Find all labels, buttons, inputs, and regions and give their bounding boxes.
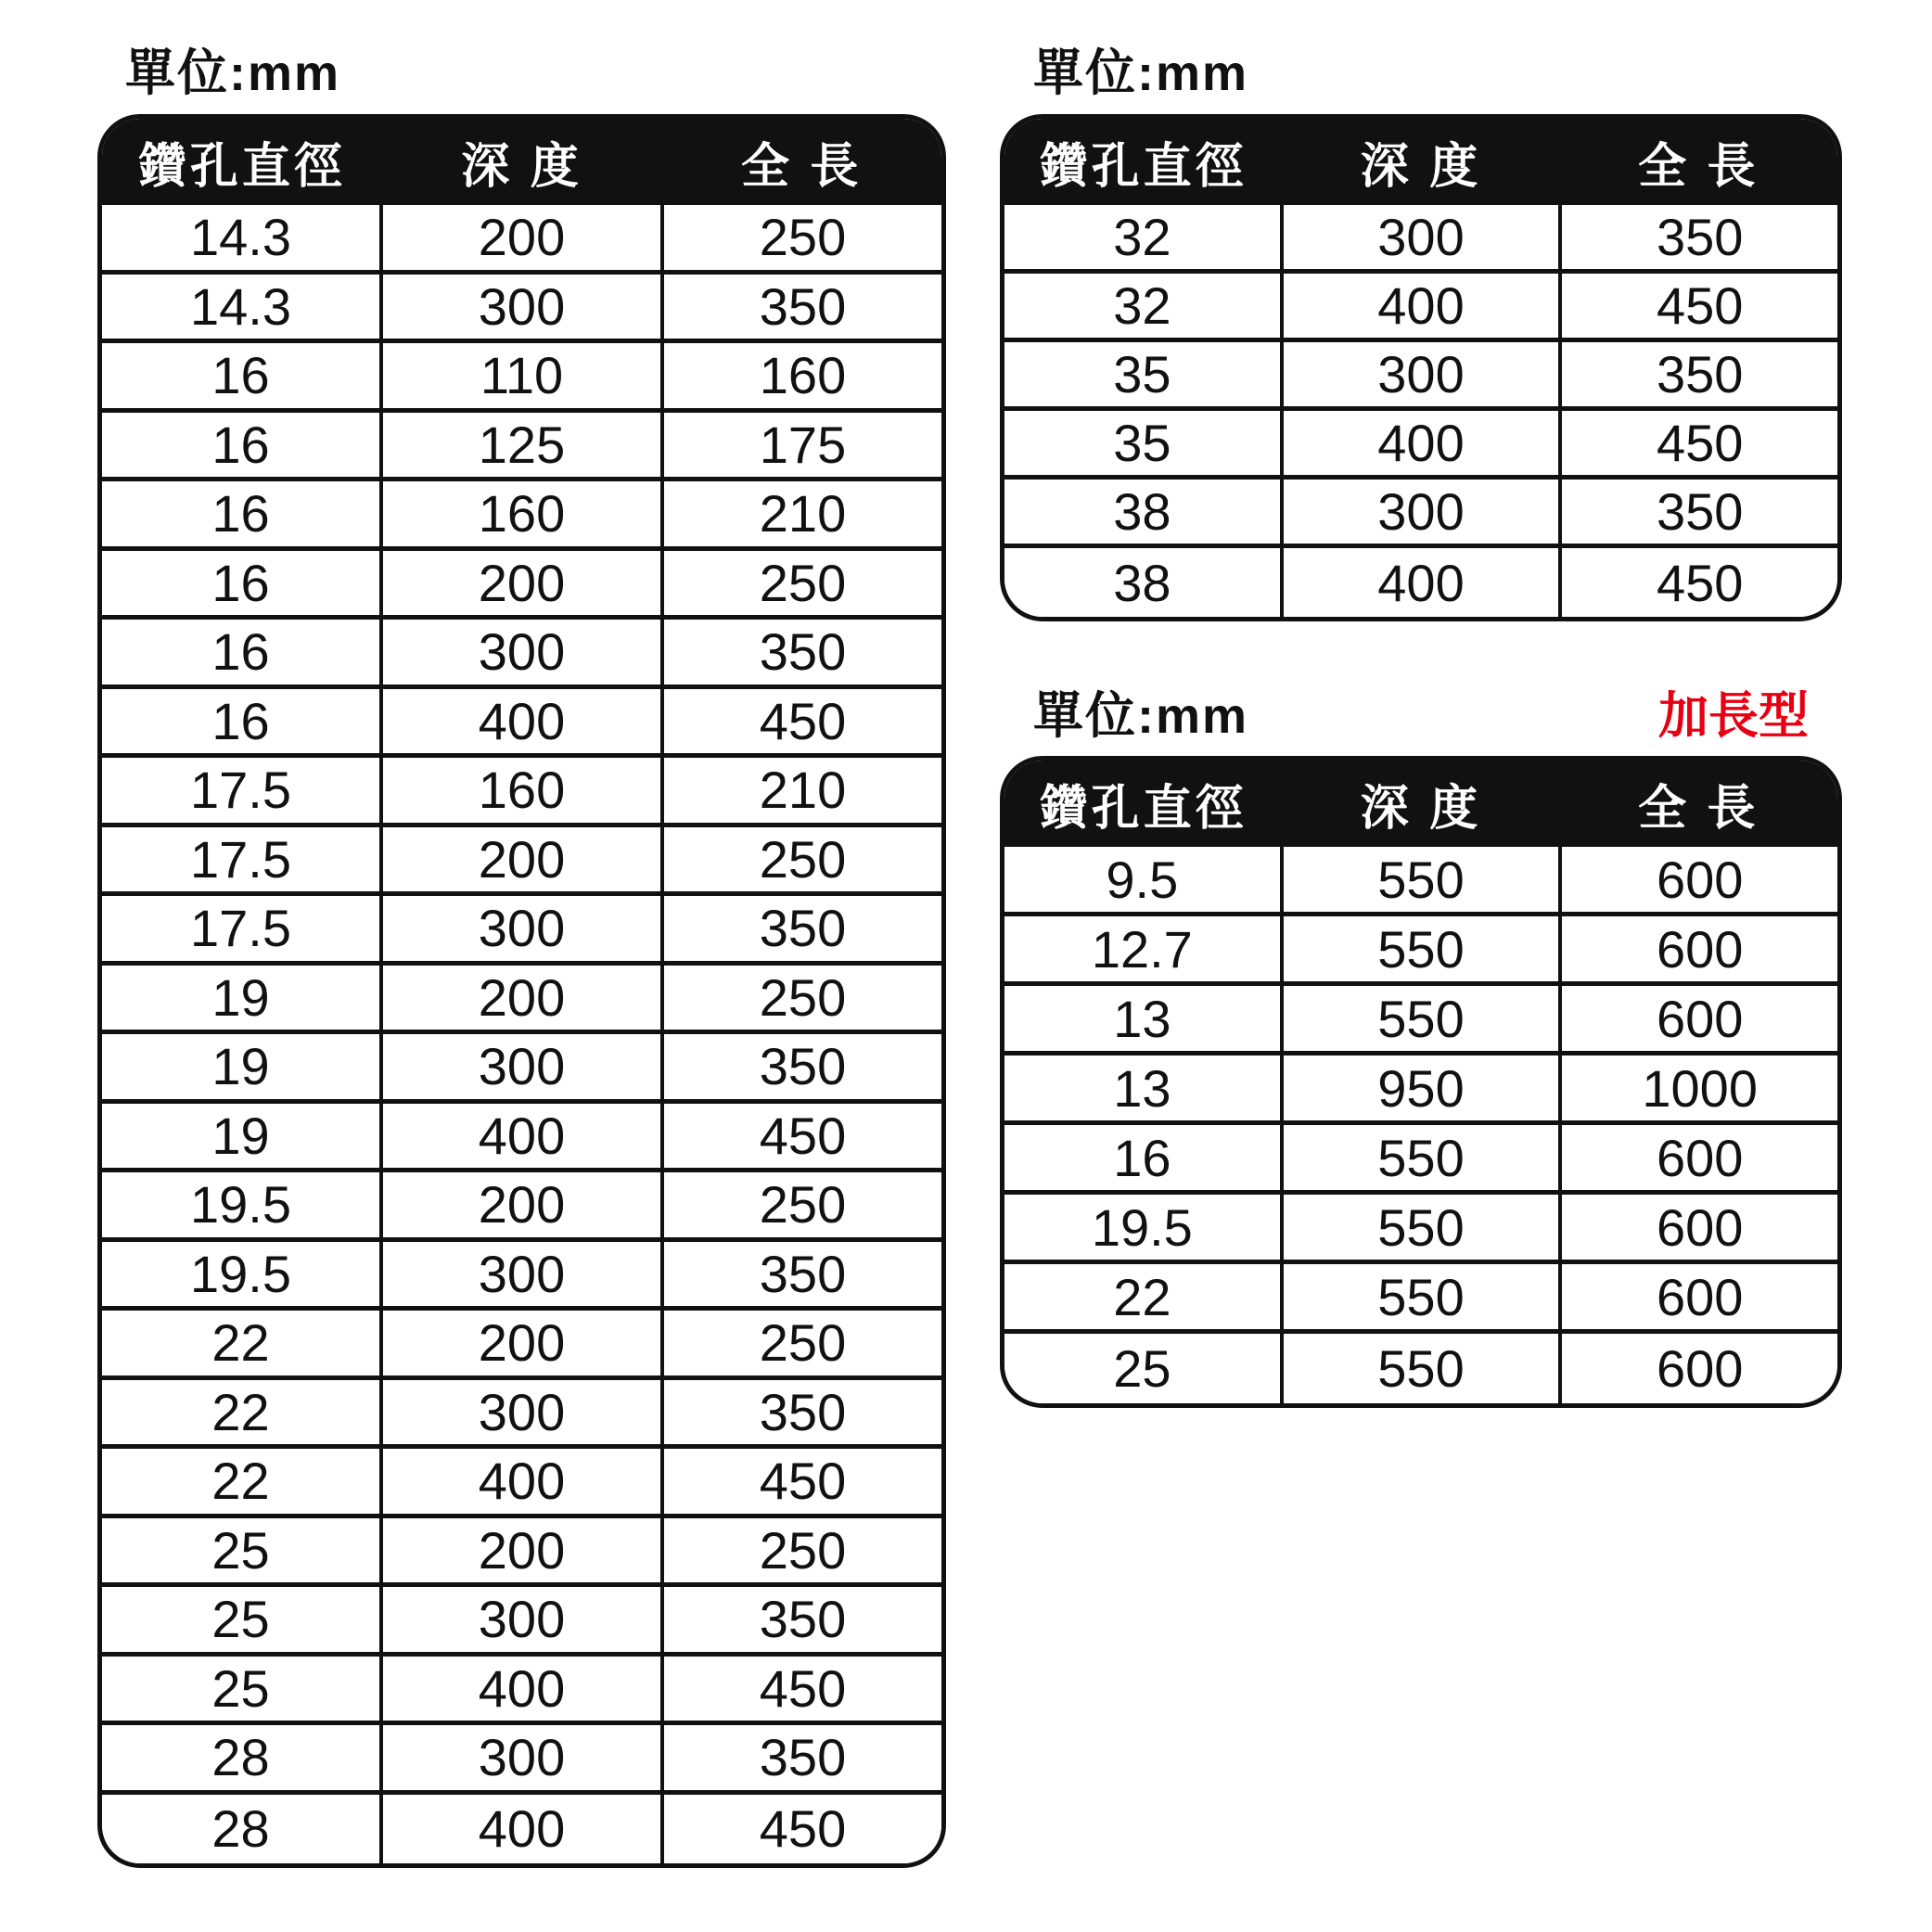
table-cell: 550 xyxy=(1280,916,1559,981)
table-cell: 250 xyxy=(660,827,941,892)
table-cell: 550 xyxy=(1280,847,1559,912)
table-cell: 19.5 xyxy=(1091,1197,1193,1257)
table-cell: 200 xyxy=(379,1518,660,1583)
table-cell: 25 xyxy=(211,1590,270,1649)
table-cell: 400 xyxy=(379,689,660,754)
table-row xyxy=(102,1311,941,1380)
table-row xyxy=(102,827,941,897)
table-cell: 35 xyxy=(1113,414,1171,472)
table-cell: 175 xyxy=(660,413,941,478)
table-row xyxy=(1004,274,1837,342)
table-cell: 350 xyxy=(660,620,941,685)
extended-type-label: 加長型 xyxy=(1658,688,1809,744)
table-cell: 25 xyxy=(1113,1339,1171,1398)
table-cell: 300 xyxy=(379,1242,660,1307)
table-row xyxy=(102,1657,941,1726)
table-row xyxy=(1004,411,1837,480)
table-row xyxy=(102,1587,941,1657)
table-cell: 16 xyxy=(211,484,270,544)
table-cell: 9.5 xyxy=(1106,850,1179,909)
table-cell: 160 xyxy=(379,758,660,823)
table-cell: 19 xyxy=(211,1106,270,1165)
drill-spec-table-standard-left xyxy=(97,114,946,1868)
unit-label: 單位:mm xyxy=(1033,45,1249,101)
header-cell-diameter: 鑽孔直徑 xyxy=(1039,140,1247,194)
table-body xyxy=(1004,205,1837,617)
header-cell-diameter: 鑽孔直徑 xyxy=(137,140,346,194)
table-row xyxy=(102,275,941,344)
table-cell: 300 xyxy=(379,1587,660,1652)
table-cell: 300 xyxy=(1280,342,1559,406)
table-row xyxy=(1004,1195,1837,1264)
table-cell: 400 xyxy=(379,1449,660,1514)
table-row xyxy=(102,1795,941,1864)
table-row xyxy=(1004,548,1837,617)
table-cell: 28 xyxy=(211,1799,270,1859)
table-cell: 300 xyxy=(379,1034,660,1099)
drill-spec-table-extended xyxy=(1000,756,1842,1408)
header-cell-overall-length: 全 長 xyxy=(740,140,863,194)
table-body xyxy=(1004,847,1837,1403)
table-cell: 450 xyxy=(660,1449,941,1514)
table-cell: 550 xyxy=(1280,1334,1559,1403)
table-cell: 550 xyxy=(1280,1195,1559,1260)
table-cell: 250 xyxy=(660,551,941,616)
table-cell: 22 xyxy=(1113,1267,1171,1326)
table-cell: 350 xyxy=(1558,205,1837,269)
table-row xyxy=(102,1725,941,1795)
table-cell: 350 xyxy=(1558,480,1837,544)
drill-spec-table-standard-right xyxy=(1000,114,1842,621)
table-cell: 200 xyxy=(379,1172,660,1237)
table-cell: 200 xyxy=(379,551,660,616)
table-cell: 600 xyxy=(1558,1264,1837,1329)
table-cell: 14.3 xyxy=(190,276,291,336)
table-cell: 160 xyxy=(379,481,660,546)
table-row xyxy=(1004,986,1837,1056)
table-cell: 32 xyxy=(1113,208,1171,266)
table-cell: 300 xyxy=(379,275,660,339)
table-row xyxy=(102,1449,941,1518)
table-cell: 19 xyxy=(211,1037,270,1096)
table-cell: 17.5 xyxy=(190,761,291,820)
table-cell: 200 xyxy=(379,205,660,270)
table-row xyxy=(102,620,941,689)
table-row xyxy=(1004,205,1837,274)
table-cell: 17.5 xyxy=(190,829,291,889)
header-cell-depth: 深 度 xyxy=(1360,140,1482,194)
table-cell: 300 xyxy=(1280,480,1559,544)
table-cell: 400 xyxy=(379,1795,660,1864)
table-cell: 450 xyxy=(1558,411,1837,475)
table-cell: 200 xyxy=(379,1311,660,1375)
table-cell: 19 xyxy=(211,967,270,1027)
table-cell: 16 xyxy=(1113,1128,1171,1187)
table-cell: 400 xyxy=(379,1657,660,1721)
table-cell: 400 xyxy=(379,1104,660,1169)
table-cell: 300 xyxy=(379,1380,660,1445)
table-cell: 600 xyxy=(1558,1125,1837,1190)
table-cell: 600 xyxy=(1558,1195,1837,1260)
table-cell: 300 xyxy=(379,1725,660,1790)
table-cell: 550 xyxy=(1280,1264,1559,1329)
table-cell: 35 xyxy=(1113,345,1171,403)
table-cell: 160 xyxy=(660,343,941,408)
table-row xyxy=(1004,1056,1837,1125)
table-cell: 210 xyxy=(660,481,941,546)
table-row xyxy=(1004,847,1837,916)
table-cell: 16 xyxy=(211,691,270,750)
table-cell: 16 xyxy=(211,415,270,474)
table-body xyxy=(102,205,941,1863)
table-row xyxy=(102,689,941,759)
table-cell: 350 xyxy=(660,1725,941,1790)
table-cell: 125 xyxy=(379,413,660,478)
header-cell-depth: 深 度 xyxy=(1360,782,1482,836)
table-row xyxy=(102,1172,941,1242)
table-cell: 32 xyxy=(1113,276,1171,335)
table-cell: 22 xyxy=(211,1452,270,1511)
table-cell: 16 xyxy=(211,622,270,682)
table-cell: 250 xyxy=(660,1311,941,1375)
table-cell: 19.5 xyxy=(190,1175,291,1235)
header-cell-depth: 深 度 xyxy=(461,140,582,194)
table-cell: 300 xyxy=(1280,205,1559,269)
table-cell: 13 xyxy=(1113,1058,1171,1118)
table-cell: 16 xyxy=(211,553,270,612)
header-cell-overall-length: 全 長 xyxy=(1638,140,1759,194)
table-cell: 350 xyxy=(660,896,941,961)
table-cell: 350 xyxy=(660,1242,941,1307)
table-cell: 450 xyxy=(1558,274,1837,338)
table-row xyxy=(1004,916,1837,986)
table-cell: 38 xyxy=(1113,482,1171,541)
table-cell: 300 xyxy=(379,896,660,961)
unit-label: 單位:mm xyxy=(1033,688,1249,744)
table-cell: 350 xyxy=(660,1380,941,1445)
table-cell: 250 xyxy=(660,1172,941,1237)
table-cell: 250 xyxy=(660,966,941,1030)
table-row xyxy=(102,896,941,966)
table-cell: 210 xyxy=(660,758,941,823)
table-cell: 12.7 xyxy=(1091,919,1193,979)
table-row xyxy=(1004,1125,1837,1195)
table-cell: 110 xyxy=(379,343,660,408)
table-row xyxy=(1004,480,1837,548)
table-cell: 17.5 xyxy=(190,899,291,958)
table-cell: 600 xyxy=(1558,847,1837,912)
table-cell: 14.3 xyxy=(190,208,291,267)
table-cell: 550 xyxy=(1280,1125,1559,1190)
table-row xyxy=(1004,1264,1837,1334)
table-cell: 22 xyxy=(211,1313,270,1373)
table-cell: 450 xyxy=(660,1104,941,1169)
table-row xyxy=(102,205,941,275)
table-cell: 300 xyxy=(379,620,660,685)
table-cell: 350 xyxy=(660,275,941,339)
table-cell: 600 xyxy=(1558,986,1837,1051)
table-cell: 13 xyxy=(1113,989,1171,1048)
unit-label: 單位:mm xyxy=(125,45,341,101)
table-cell: 200 xyxy=(379,827,660,892)
table-cell: 400 xyxy=(1280,548,1559,617)
table-cell: 25 xyxy=(211,1520,270,1580)
table-cell: 400 xyxy=(1280,274,1559,338)
table-header-row xyxy=(102,119,941,205)
table-cell: 19.5 xyxy=(190,1244,291,1303)
table-cell: 950 xyxy=(1280,1056,1559,1120)
table-cell: 450 xyxy=(660,689,941,754)
table-cell: 25 xyxy=(211,1658,270,1718)
table-header-row xyxy=(1004,119,1837,205)
table-header-row xyxy=(1004,761,1837,847)
table-row xyxy=(102,551,941,621)
table-row xyxy=(1004,342,1837,411)
header-cell-diameter: 鑽孔直徑 xyxy=(1039,782,1247,836)
table-cell: 450 xyxy=(660,1795,941,1864)
table-cell: 22 xyxy=(211,1382,270,1441)
table-row xyxy=(1004,1334,1837,1403)
table-row xyxy=(102,1104,941,1173)
table-row xyxy=(102,758,941,827)
table-cell: 550 xyxy=(1280,986,1559,1051)
table-row xyxy=(102,1242,941,1311)
header-cell-overall-length: 全 長 xyxy=(1638,782,1759,836)
table-cell: 250 xyxy=(660,1518,941,1583)
table-cell: 16 xyxy=(211,346,270,405)
table-cell: 200 xyxy=(379,966,660,1030)
table-row xyxy=(102,1518,941,1588)
table-cell: 450 xyxy=(1558,548,1837,617)
table-row xyxy=(102,1034,941,1104)
table-cell: 28 xyxy=(211,1728,270,1787)
table-row xyxy=(102,481,941,551)
table-cell: 400 xyxy=(1280,411,1559,475)
table-row xyxy=(102,343,941,413)
table-cell: 250 xyxy=(660,205,941,270)
table-cell: 350 xyxy=(660,1587,941,1652)
table-cell: 350 xyxy=(660,1034,941,1099)
table-row xyxy=(102,413,941,482)
table-cell: 450 xyxy=(660,1657,941,1721)
table-row xyxy=(102,966,941,1035)
table-cell: 38 xyxy=(1113,553,1171,612)
table-row xyxy=(102,1380,941,1450)
table-cell: 1000 xyxy=(1558,1056,1837,1120)
table-cell: 600 xyxy=(1558,1334,1837,1403)
table-cell: 350 xyxy=(1558,342,1837,406)
table-cell: 600 xyxy=(1558,916,1837,981)
